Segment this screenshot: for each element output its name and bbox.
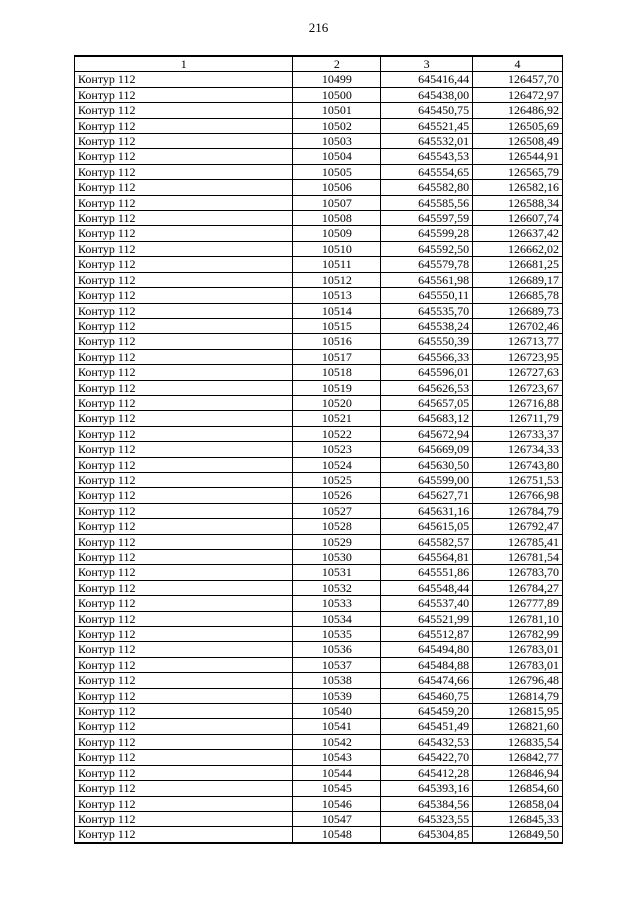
y-coordinate-cell: 126727,63 bbox=[473, 365, 563, 380]
contour-name-cell: Контур 112 bbox=[75, 488, 293, 503]
column-header-1: 1 bbox=[75, 56, 293, 72]
y-coordinate-cell: 126689,73 bbox=[473, 303, 563, 318]
table-row bbox=[75, 457, 563, 472]
point-number-cell: 10544 bbox=[293, 765, 381, 780]
y-coordinate-cell: 126854,60 bbox=[473, 781, 563, 796]
x-coordinate-cell: 645393,16 bbox=[381, 781, 473, 796]
y-coordinate-cell: 126685,78 bbox=[473, 288, 563, 303]
contour-name-cell: Контур 112 bbox=[75, 627, 293, 642]
y-coordinate-cell: 126782,99 bbox=[473, 627, 563, 642]
x-coordinate-cell: 645538,24 bbox=[381, 318, 473, 333]
point-number-cell: 10511 bbox=[293, 257, 381, 272]
x-coordinate-cell: 645630,50 bbox=[381, 457, 473, 472]
y-coordinate-cell: 126472,97 bbox=[473, 87, 563, 102]
y-coordinate-cell: 126743,80 bbox=[473, 457, 563, 472]
y-coordinate-cell: 126505,69 bbox=[473, 118, 563, 133]
x-coordinate-cell: 645550,39 bbox=[381, 334, 473, 349]
y-coordinate-cell: 126842,77 bbox=[473, 750, 563, 765]
point-number-cell: 10533 bbox=[293, 596, 381, 611]
point-number-cell: 10535 bbox=[293, 627, 381, 642]
x-coordinate-cell: 645323,55 bbox=[381, 811, 473, 826]
x-coordinate-cell: 645631,16 bbox=[381, 503, 473, 518]
point-number-cell: 10524 bbox=[293, 457, 381, 472]
x-coordinate-cell: 645521,45 bbox=[381, 118, 473, 133]
table-row bbox=[75, 426, 563, 441]
x-coordinate-cell: 645459,20 bbox=[381, 704, 473, 719]
contour-name-cell: Контур 112 bbox=[75, 87, 293, 102]
point-number-cell: 10518 bbox=[293, 365, 381, 380]
contour-name-cell: Контур 112 bbox=[75, 750, 293, 765]
x-coordinate-cell: 645532,01 bbox=[381, 134, 473, 149]
table-row bbox=[75, 519, 563, 534]
contour-name-cell: Контур 112 bbox=[75, 827, 293, 843]
table-row bbox=[75, 349, 563, 364]
contour-name-cell: Контур 112 bbox=[75, 241, 293, 256]
x-coordinate-cell: 645599,28 bbox=[381, 226, 473, 241]
table-row bbox=[75, 596, 563, 611]
table-row bbox=[75, 134, 563, 149]
coordinates-table bbox=[74, 55, 563, 844]
point-number-cell: 10516 bbox=[293, 334, 381, 349]
contour-name-cell: Контур 112 bbox=[75, 211, 293, 226]
table-row bbox=[75, 180, 563, 195]
point-number-cell: 10527 bbox=[293, 503, 381, 518]
x-coordinate-cell: 645585,56 bbox=[381, 195, 473, 210]
x-coordinate-cell: 645412,28 bbox=[381, 765, 473, 780]
table-row bbox=[75, 226, 563, 241]
x-coordinate-cell: 645438,00 bbox=[381, 87, 473, 102]
x-coordinate-cell: 645521,99 bbox=[381, 611, 473, 626]
y-coordinate-cell: 126711,79 bbox=[473, 411, 563, 426]
table-body bbox=[75, 72, 563, 843]
x-coordinate-cell: 645657,05 bbox=[381, 395, 473, 410]
table-row bbox=[75, 380, 563, 395]
point-number-cell: 10543 bbox=[293, 750, 381, 765]
x-coordinate-cell: 645592,50 bbox=[381, 241, 473, 256]
contour-name-cell: Контур 112 bbox=[75, 334, 293, 349]
point-number-cell: 10537 bbox=[293, 657, 381, 672]
point-number-cell: 10530 bbox=[293, 550, 381, 565]
y-coordinate-cell: 126846,94 bbox=[473, 765, 563, 780]
point-number-cell: 10519 bbox=[293, 380, 381, 395]
table-row bbox=[75, 704, 563, 719]
y-coordinate-cell: 126689,17 bbox=[473, 272, 563, 287]
table-row bbox=[75, 395, 563, 410]
y-coordinate-cell: 126723,95 bbox=[473, 349, 563, 364]
point-number-cell: 10500 bbox=[293, 87, 381, 102]
contour-name-cell: Контур 112 bbox=[75, 149, 293, 164]
x-coordinate-cell: 645683,12 bbox=[381, 411, 473, 426]
table-row bbox=[75, 195, 563, 210]
x-coordinate-cell: 645554,65 bbox=[381, 164, 473, 179]
point-number-cell: 10503 bbox=[293, 134, 381, 149]
table-row bbox=[75, 488, 563, 503]
y-coordinate-cell: 126508,49 bbox=[473, 134, 563, 149]
table-row bbox=[75, 750, 563, 765]
table-row bbox=[75, 103, 563, 118]
x-coordinate-cell: 645596,01 bbox=[381, 365, 473, 380]
table-row bbox=[75, 272, 563, 287]
point-number-cell: 10507 bbox=[293, 195, 381, 210]
contour-name-cell: Контур 112 bbox=[75, 288, 293, 303]
point-number-cell: 10547 bbox=[293, 811, 381, 826]
y-coordinate-cell: 126486,92 bbox=[473, 103, 563, 118]
table-row bbox=[75, 657, 563, 672]
contour-name-cell: Контур 112 bbox=[75, 442, 293, 457]
y-coordinate-cell: 126588,34 bbox=[473, 195, 563, 210]
point-number-cell: 10508 bbox=[293, 211, 381, 226]
contour-name-cell: Контур 112 bbox=[75, 596, 293, 611]
point-number-cell: 10512 bbox=[293, 272, 381, 287]
x-coordinate-cell: 645494,80 bbox=[381, 642, 473, 657]
x-coordinate-cell: 645304,85 bbox=[381, 827, 473, 843]
contour-name-cell: Контур 112 bbox=[75, 380, 293, 395]
table-row bbox=[75, 734, 563, 749]
y-coordinate-cell: 126637,42 bbox=[473, 226, 563, 241]
contour-name-cell: Контур 112 bbox=[75, 519, 293, 534]
contour-name-cell: Контур 112 bbox=[75, 226, 293, 241]
x-coordinate-cell: 645582,57 bbox=[381, 534, 473, 549]
contour-name-cell: Контур 112 bbox=[75, 257, 293, 272]
y-coordinate-cell: 126766,98 bbox=[473, 488, 563, 503]
point-number-cell: 10541 bbox=[293, 719, 381, 734]
table-row bbox=[75, 72, 563, 87]
point-number-cell: 10538 bbox=[293, 673, 381, 688]
table-row bbox=[75, 642, 563, 657]
y-coordinate-cell: 126814,79 bbox=[473, 688, 563, 703]
y-coordinate-cell: 126783,01 bbox=[473, 657, 563, 672]
point-number-cell: 10504 bbox=[293, 149, 381, 164]
x-coordinate-cell: 645599,00 bbox=[381, 472, 473, 487]
x-coordinate-cell: 645460,75 bbox=[381, 688, 473, 703]
y-coordinate-cell: 126662,02 bbox=[473, 241, 563, 256]
table-row bbox=[75, 257, 563, 272]
contour-name-cell: Контур 112 bbox=[75, 103, 293, 118]
contour-name-cell: Контур 112 bbox=[75, 673, 293, 688]
table-row bbox=[75, 303, 563, 318]
point-number-cell: 10540 bbox=[293, 704, 381, 719]
y-coordinate-cell: 126835,54 bbox=[473, 734, 563, 749]
x-coordinate-cell: 645551,86 bbox=[381, 565, 473, 580]
contour-name-cell: Контур 112 bbox=[75, 365, 293, 380]
y-coordinate-cell: 126845,33 bbox=[473, 811, 563, 826]
y-coordinate-cell: 126858,04 bbox=[473, 796, 563, 811]
contour-name-cell: Контур 112 bbox=[75, 457, 293, 472]
table-row bbox=[75, 688, 563, 703]
point-number-cell: 10548 bbox=[293, 827, 381, 843]
y-coordinate-cell: 126796,48 bbox=[473, 673, 563, 688]
y-coordinate-cell: 126783,70 bbox=[473, 565, 563, 580]
x-coordinate-cell: 645474,66 bbox=[381, 673, 473, 688]
x-coordinate-cell: 645566,33 bbox=[381, 349, 473, 364]
contour-name-cell: Контур 112 bbox=[75, 550, 293, 565]
x-coordinate-cell: 645626,53 bbox=[381, 380, 473, 395]
y-coordinate-cell: 126582,16 bbox=[473, 180, 563, 195]
point-number-cell: 10542 bbox=[293, 734, 381, 749]
y-coordinate-cell: 126777,89 bbox=[473, 596, 563, 611]
contour-name-cell: Контур 112 bbox=[75, 580, 293, 595]
contour-name-cell: Контур 112 bbox=[75, 272, 293, 287]
table-row bbox=[75, 781, 563, 796]
contour-name-cell: Контур 112 bbox=[75, 719, 293, 734]
y-coordinate-cell: 126734,33 bbox=[473, 442, 563, 457]
x-coordinate-cell: 645543,53 bbox=[381, 149, 473, 164]
y-coordinate-cell: 126713,77 bbox=[473, 334, 563, 349]
contour-name-cell: Контур 112 bbox=[75, 349, 293, 364]
table-row bbox=[75, 580, 563, 595]
x-coordinate-cell: 645561,98 bbox=[381, 272, 473, 287]
x-coordinate-cell: 645627,71 bbox=[381, 488, 473, 503]
point-number-cell: 10506 bbox=[293, 180, 381, 195]
table-row bbox=[75, 241, 563, 256]
table-row bbox=[75, 827, 563, 843]
table-row bbox=[75, 611, 563, 626]
x-coordinate-cell: 645582,80 bbox=[381, 180, 473, 195]
y-coordinate-cell: 126716,88 bbox=[473, 395, 563, 410]
y-coordinate-cell: 126792,47 bbox=[473, 519, 563, 534]
point-number-cell: 10534 bbox=[293, 611, 381, 626]
table-row bbox=[75, 472, 563, 487]
point-number-cell: 10545 bbox=[293, 781, 381, 796]
contour-name-cell: Контур 112 bbox=[75, 688, 293, 703]
point-number-cell: 10520 bbox=[293, 395, 381, 410]
table-row bbox=[75, 503, 563, 518]
contour-name-cell: Контур 112 bbox=[75, 503, 293, 518]
point-number-cell: 10517 bbox=[293, 349, 381, 364]
x-coordinate-cell: 645450,75 bbox=[381, 103, 473, 118]
contour-name-cell: Контур 112 bbox=[75, 72, 293, 87]
point-number-cell: 10536 bbox=[293, 642, 381, 657]
point-number-cell: 10528 bbox=[293, 519, 381, 534]
point-number-cell: 10505 bbox=[293, 164, 381, 179]
x-coordinate-cell: 645597,59 bbox=[381, 211, 473, 226]
x-coordinate-cell: 645579,78 bbox=[381, 257, 473, 272]
point-number-cell: 10509 bbox=[293, 226, 381, 241]
table-row bbox=[75, 288, 563, 303]
y-coordinate-cell: 126781,10 bbox=[473, 611, 563, 626]
y-coordinate-cell: 126785,41 bbox=[473, 534, 563, 549]
contour-name-cell: Контур 112 bbox=[75, 642, 293, 657]
contour-name-cell: Контур 112 bbox=[75, 472, 293, 487]
table-row bbox=[75, 318, 563, 333]
y-coordinate-cell: 126781,54 bbox=[473, 550, 563, 565]
table-row bbox=[75, 673, 563, 688]
table-row bbox=[75, 164, 563, 179]
table-row bbox=[75, 796, 563, 811]
contour-name-cell: Контур 112 bbox=[75, 395, 293, 410]
y-coordinate-cell: 126565,79 bbox=[473, 164, 563, 179]
contour-name-cell: Контур 112 bbox=[75, 164, 293, 179]
x-coordinate-cell: 645432,53 bbox=[381, 734, 473, 749]
table-row bbox=[75, 765, 563, 780]
x-coordinate-cell: 645564,81 bbox=[381, 550, 473, 565]
page-number: 216 bbox=[308, 20, 329, 35]
y-coordinate-cell: 126544,91 bbox=[473, 149, 563, 164]
point-number-cell: 10515 bbox=[293, 318, 381, 333]
table-row bbox=[75, 534, 563, 549]
x-coordinate-cell: 645537,40 bbox=[381, 596, 473, 611]
contour-name-cell: Контур 112 bbox=[75, 134, 293, 149]
table-row bbox=[75, 87, 563, 102]
contour-name-cell: Контур 112 bbox=[75, 195, 293, 210]
contour-name-cell: Контур 112 bbox=[75, 781, 293, 796]
table-row bbox=[75, 149, 563, 164]
point-number-cell: 10501 bbox=[293, 103, 381, 118]
point-number-cell: 10513 bbox=[293, 288, 381, 303]
point-number-cell: 10532 bbox=[293, 580, 381, 595]
table-row bbox=[75, 365, 563, 380]
point-number-cell: 10499 bbox=[293, 72, 381, 87]
table-row bbox=[75, 627, 563, 642]
contour-name-cell: Контур 112 bbox=[75, 180, 293, 195]
point-number-cell: 10523 bbox=[293, 442, 381, 457]
x-coordinate-cell: 645484,88 bbox=[381, 657, 473, 672]
contour-name-cell: Контур 112 bbox=[75, 318, 293, 333]
contour-name-cell: Контур 112 bbox=[75, 611, 293, 626]
x-coordinate-cell: 645512,87 bbox=[381, 627, 473, 642]
table-row bbox=[75, 118, 563, 133]
y-coordinate-cell: 126681,25 bbox=[473, 257, 563, 272]
contour-name-cell: Контур 112 bbox=[75, 734, 293, 749]
y-coordinate-cell: 126821,60 bbox=[473, 719, 563, 734]
point-number-cell: 10525 bbox=[293, 472, 381, 487]
column-header-3: 3 bbox=[381, 56, 473, 72]
contour-name-cell: Контур 112 bbox=[75, 534, 293, 549]
x-coordinate-cell: 645615,05 bbox=[381, 519, 473, 534]
y-coordinate-cell: 126607,74 bbox=[473, 211, 563, 226]
point-number-cell: 10521 bbox=[293, 411, 381, 426]
x-coordinate-cell: 645416,44 bbox=[381, 72, 473, 87]
contour-name-cell: Контур 112 bbox=[75, 565, 293, 580]
y-coordinate-cell: 126815,95 bbox=[473, 704, 563, 719]
point-number-cell: 10526 bbox=[293, 488, 381, 503]
contour-name-cell: Контур 112 bbox=[75, 704, 293, 719]
point-number-cell: 10539 bbox=[293, 688, 381, 703]
point-number-cell: 10529 bbox=[293, 534, 381, 549]
contour-name-cell: Контур 112 bbox=[75, 426, 293, 441]
point-number-cell: 10502 bbox=[293, 118, 381, 133]
column-header-4: 4 bbox=[473, 56, 563, 72]
table-row bbox=[75, 442, 563, 457]
table-row bbox=[75, 719, 563, 734]
y-coordinate-cell: 126849,50 bbox=[473, 827, 563, 843]
table-row bbox=[75, 550, 563, 565]
table-row bbox=[75, 411, 563, 426]
contour-name-cell: Контур 112 bbox=[75, 765, 293, 780]
x-coordinate-cell: 645535,70 bbox=[381, 303, 473, 318]
y-coordinate-cell: 126733,37 bbox=[473, 426, 563, 441]
y-coordinate-cell: 126784,27 bbox=[473, 580, 563, 595]
table-row bbox=[75, 211, 563, 226]
contour-name-cell: Контур 112 bbox=[75, 303, 293, 318]
point-number-cell: 10514 bbox=[293, 303, 381, 318]
point-number-cell: 10531 bbox=[293, 565, 381, 580]
contour-name-cell: Контур 112 bbox=[75, 657, 293, 672]
column-header-2: 2 bbox=[293, 56, 381, 72]
y-coordinate-cell: 126723,67 bbox=[473, 380, 563, 395]
x-coordinate-cell: 645384,56 bbox=[381, 796, 473, 811]
point-number-cell: 10522 bbox=[293, 426, 381, 441]
contour-name-cell: Контур 112 bbox=[75, 811, 293, 826]
contour-name-cell: Контур 112 bbox=[75, 118, 293, 133]
x-coordinate-cell: 645550,11 bbox=[381, 288, 473, 303]
y-coordinate-cell: 126784,79 bbox=[473, 503, 563, 518]
y-coordinate-cell: 126751,53 bbox=[473, 472, 563, 487]
table-row bbox=[75, 565, 563, 580]
contour-name-cell: Контур 112 bbox=[75, 411, 293, 426]
x-coordinate-cell: 645672,94 bbox=[381, 426, 473, 441]
x-coordinate-cell: 645451,49 bbox=[381, 719, 473, 734]
x-coordinate-cell: 645422,70 bbox=[381, 750, 473, 765]
x-coordinate-cell: 645548,44 bbox=[381, 580, 473, 595]
y-coordinate-cell: 126783,01 bbox=[473, 642, 563, 657]
table-row bbox=[75, 334, 563, 349]
y-coordinate-cell: 126702,46 bbox=[473, 318, 563, 333]
point-number-cell: 10510 bbox=[293, 241, 381, 256]
table-header-row bbox=[75, 56, 563, 72]
contour-name-cell: Контур 112 bbox=[75, 796, 293, 811]
table-row bbox=[75, 811, 563, 826]
point-number-cell: 10546 bbox=[293, 796, 381, 811]
x-coordinate-cell: 645669,09 bbox=[381, 442, 473, 457]
y-coordinate-cell: 126457,70 bbox=[473, 72, 563, 87]
